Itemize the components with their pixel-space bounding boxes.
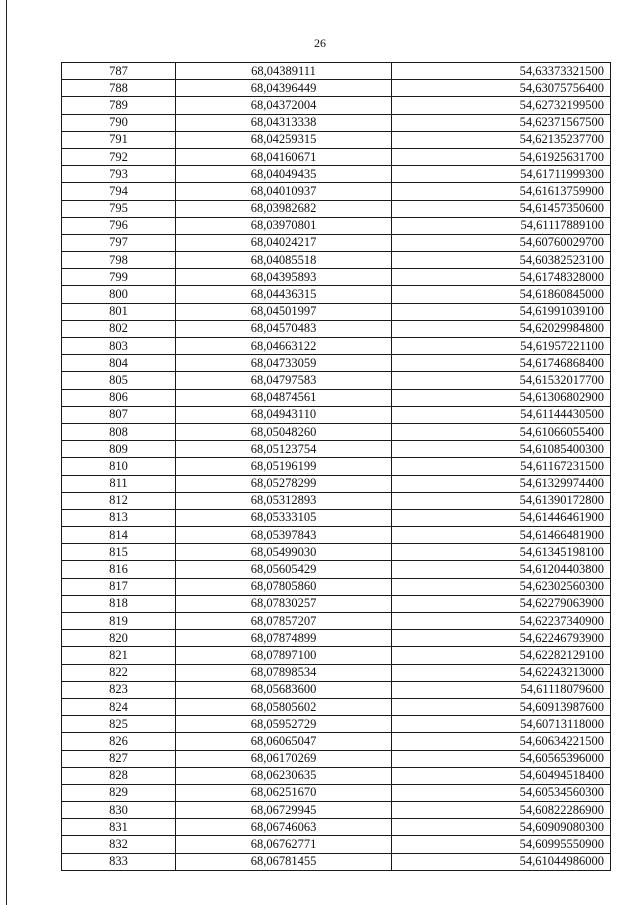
y-coordinate-cell: 54,62371567500 bbox=[392, 114, 611, 131]
table-row bbox=[62, 389, 611, 406]
y-coordinate-cell: 54,61446461900 bbox=[392, 509, 611, 526]
point-number-cell: 789 bbox=[62, 97, 176, 114]
point-number-cell: 819 bbox=[62, 613, 176, 630]
x-coordinate-cell: 68,04396449 bbox=[176, 80, 392, 97]
table-row bbox=[62, 200, 611, 217]
table-row bbox=[62, 320, 611, 337]
y-coordinate-cell: 54,60909080300 bbox=[392, 819, 611, 836]
point-number-cell: 809 bbox=[62, 441, 176, 458]
table-row bbox=[62, 63, 611, 80]
x-coordinate-cell: 68,03982682 bbox=[176, 200, 392, 217]
table-row bbox=[62, 595, 611, 612]
table-row bbox=[62, 698, 611, 715]
x-coordinate-cell: 68,07874899 bbox=[176, 630, 392, 647]
y-coordinate-cell: 54,61991039100 bbox=[392, 303, 611, 320]
table-row bbox=[62, 423, 611, 440]
point-number-cell: 790 bbox=[62, 114, 176, 131]
y-coordinate-cell: 54,61466481900 bbox=[392, 527, 611, 544]
x-coordinate-cell: 68,04436315 bbox=[176, 286, 392, 303]
point-number-cell: 824 bbox=[62, 698, 176, 715]
x-coordinate-cell: 68,04085518 bbox=[176, 252, 392, 269]
point-number-cell: 800 bbox=[62, 286, 176, 303]
point-number-cell: 805 bbox=[62, 372, 176, 389]
y-coordinate-cell: 54,61746868400 bbox=[392, 355, 611, 372]
point-number-cell: 801 bbox=[62, 303, 176, 320]
table-row bbox=[62, 458, 611, 475]
point-number-cell: 820 bbox=[62, 630, 176, 647]
x-coordinate-cell: 68,06065047 bbox=[176, 733, 392, 750]
point-number-cell: 804 bbox=[62, 355, 176, 372]
y-coordinate-cell: 54,62135237700 bbox=[392, 131, 611, 148]
point-number-cell: 787 bbox=[62, 63, 176, 80]
point-number-cell: 830 bbox=[62, 802, 176, 819]
y-coordinate-cell: 54,60713118000 bbox=[392, 716, 611, 733]
table-row bbox=[62, 527, 611, 544]
x-coordinate-cell: 68,03970801 bbox=[176, 217, 392, 234]
y-coordinate-cell: 54,61390172800 bbox=[392, 492, 611, 509]
x-coordinate-cell: 68,04160671 bbox=[176, 148, 392, 165]
coordinates-table bbox=[61, 62, 611, 871]
y-coordinate-cell: 54,60534560300 bbox=[392, 784, 611, 801]
point-number-cell: 802 bbox=[62, 320, 176, 337]
y-coordinate-cell: 54,61613759900 bbox=[392, 183, 611, 200]
y-coordinate-cell: 54,61144430500 bbox=[392, 406, 611, 423]
table-row bbox=[62, 819, 611, 836]
table-row bbox=[62, 80, 611, 97]
y-coordinate-cell: 54,61118079600 bbox=[392, 681, 611, 698]
y-coordinate-cell: 54,60382523100 bbox=[392, 252, 611, 269]
x-coordinate-cell: 68,04501997 bbox=[176, 303, 392, 320]
x-coordinate-cell: 68,04395893 bbox=[176, 269, 392, 286]
table-row bbox=[62, 733, 611, 750]
table-row bbox=[62, 97, 611, 114]
point-number-cell: 825 bbox=[62, 716, 176, 733]
point-number-cell: 818 bbox=[62, 595, 176, 612]
table-row bbox=[62, 372, 611, 389]
point-number-cell: 831 bbox=[62, 819, 176, 836]
table-row bbox=[62, 166, 611, 183]
table-row bbox=[62, 784, 611, 801]
point-number-cell: 799 bbox=[62, 269, 176, 286]
y-coordinate-cell: 54,62279063900 bbox=[392, 595, 611, 612]
table-row bbox=[62, 303, 611, 320]
x-coordinate-cell: 68,05499030 bbox=[176, 544, 392, 561]
y-coordinate-cell: 54,61044986000 bbox=[392, 853, 611, 870]
y-coordinate-cell: 54,61085400300 bbox=[392, 441, 611, 458]
x-coordinate-cell: 68,04733059 bbox=[176, 355, 392, 372]
y-coordinate-cell: 54,61329974400 bbox=[392, 475, 611, 492]
table-row bbox=[62, 630, 611, 647]
x-coordinate-cell: 68,05605429 bbox=[176, 561, 392, 578]
point-number-cell: 829 bbox=[62, 784, 176, 801]
point-number-cell: 816 bbox=[62, 561, 176, 578]
y-coordinate-cell: 54,61345198100 bbox=[392, 544, 611, 561]
y-coordinate-cell: 54,60565396000 bbox=[392, 750, 611, 767]
x-coordinate-cell: 68,07805860 bbox=[176, 578, 392, 595]
y-coordinate-cell: 54,61066055400 bbox=[392, 423, 611, 440]
x-coordinate-cell: 68,06746063 bbox=[176, 819, 392, 836]
x-coordinate-cell: 68,04313338 bbox=[176, 114, 392, 131]
x-coordinate-cell: 68,04259315 bbox=[176, 131, 392, 148]
y-coordinate-cell: 54,62029984800 bbox=[392, 320, 611, 337]
x-coordinate-cell: 68,05196199 bbox=[176, 458, 392, 475]
point-number-cell: 806 bbox=[62, 389, 176, 406]
table-row bbox=[62, 716, 611, 733]
y-coordinate-cell: 54,60995550900 bbox=[392, 836, 611, 853]
y-coordinate-cell: 54,62237340900 bbox=[392, 613, 611, 630]
y-coordinate-cell: 54,62243213000 bbox=[392, 664, 611, 681]
point-number-cell: 792 bbox=[62, 148, 176, 165]
y-coordinate-cell: 54,61711999300 bbox=[392, 166, 611, 183]
point-number-cell: 814 bbox=[62, 527, 176, 544]
table-row bbox=[62, 853, 611, 870]
point-number-cell: 813 bbox=[62, 509, 176, 526]
y-coordinate-cell: 54,60760029700 bbox=[392, 234, 611, 251]
y-coordinate-cell: 54,61457350600 bbox=[392, 200, 611, 217]
table-row bbox=[62, 561, 611, 578]
table-row bbox=[62, 441, 611, 458]
x-coordinate-cell: 68,04570483 bbox=[176, 320, 392, 337]
point-number-cell: 812 bbox=[62, 492, 176, 509]
x-coordinate-cell: 68,05805602 bbox=[176, 698, 392, 715]
table-row bbox=[62, 509, 611, 526]
y-coordinate-cell: 54,63075756400 bbox=[392, 80, 611, 97]
point-number-cell: 827 bbox=[62, 750, 176, 767]
point-number-cell: 797 bbox=[62, 234, 176, 251]
point-number-cell: 794 bbox=[62, 183, 176, 200]
point-number-cell: 798 bbox=[62, 252, 176, 269]
point-number-cell: 821 bbox=[62, 647, 176, 664]
scan-edge-line bbox=[6, 0, 7, 905]
point-number-cell: 807 bbox=[62, 406, 176, 423]
table-row bbox=[62, 114, 611, 131]
y-coordinate-cell: 54,61748328000 bbox=[392, 269, 611, 286]
y-coordinate-cell: 54,61204403800 bbox=[392, 561, 611, 578]
x-coordinate-cell: 68,06781455 bbox=[176, 853, 392, 870]
x-coordinate-cell: 68,04024217 bbox=[176, 234, 392, 251]
point-number-cell: 826 bbox=[62, 733, 176, 750]
table-row bbox=[62, 234, 611, 251]
x-coordinate-cell: 68,04874561 bbox=[176, 389, 392, 406]
table-row bbox=[62, 286, 611, 303]
table-row bbox=[62, 269, 611, 286]
y-coordinate-cell: 54,61306802900 bbox=[392, 389, 611, 406]
table-row bbox=[62, 664, 611, 681]
point-number-cell: 796 bbox=[62, 217, 176, 234]
y-coordinate-cell: 54,62302560300 bbox=[392, 578, 611, 595]
x-coordinate-cell: 68,05397843 bbox=[176, 527, 392, 544]
point-number-cell: 828 bbox=[62, 767, 176, 784]
table-row bbox=[62, 767, 611, 784]
table-row bbox=[62, 544, 611, 561]
point-number-cell: 817 bbox=[62, 578, 176, 595]
table-row bbox=[62, 647, 611, 664]
table-row bbox=[62, 338, 611, 355]
x-coordinate-cell: 68,04010937 bbox=[176, 183, 392, 200]
y-coordinate-cell: 54,60913987600 bbox=[392, 698, 611, 715]
table-row bbox=[62, 750, 611, 767]
table-row bbox=[62, 217, 611, 234]
x-coordinate-cell: 68,04389111 bbox=[176, 63, 392, 80]
point-number-cell: 833 bbox=[62, 853, 176, 870]
table-row bbox=[62, 836, 611, 853]
y-coordinate-cell: 54,62732199500 bbox=[392, 97, 611, 114]
x-coordinate-cell: 68,07830257 bbox=[176, 595, 392, 612]
x-coordinate-cell: 68,05952729 bbox=[176, 716, 392, 733]
y-coordinate-cell: 54,61532017700 bbox=[392, 372, 611, 389]
table-row bbox=[62, 492, 611, 509]
x-coordinate-cell: 68,05312893 bbox=[176, 492, 392, 509]
table-row bbox=[62, 148, 611, 165]
table-row bbox=[62, 131, 611, 148]
x-coordinate-cell: 68,04372004 bbox=[176, 97, 392, 114]
point-number-cell: 793 bbox=[62, 166, 176, 183]
x-coordinate-cell: 68,06170269 bbox=[176, 750, 392, 767]
y-coordinate-cell: 54,60494518400 bbox=[392, 767, 611, 784]
x-coordinate-cell: 68,06230635 bbox=[176, 767, 392, 784]
point-number-cell: 788 bbox=[62, 80, 176, 97]
x-coordinate-cell: 68,05333105 bbox=[176, 509, 392, 526]
table-row bbox=[62, 578, 611, 595]
table-row bbox=[62, 183, 611, 200]
table-row bbox=[62, 252, 611, 269]
point-number-cell: 803 bbox=[62, 338, 176, 355]
point-number-cell: 791 bbox=[62, 131, 176, 148]
point-number-cell: 822 bbox=[62, 664, 176, 681]
y-coordinate-cell: 54,62246793900 bbox=[392, 630, 611, 647]
x-coordinate-cell: 68,05278299 bbox=[176, 475, 392, 492]
x-coordinate-cell: 68,04943110 bbox=[176, 406, 392, 423]
x-coordinate-cell: 68,04797583 bbox=[176, 372, 392, 389]
point-number-cell: 832 bbox=[62, 836, 176, 853]
y-coordinate-cell: 54,61957221100 bbox=[392, 338, 611, 355]
y-coordinate-cell: 54,61925631700 bbox=[392, 148, 611, 165]
x-coordinate-cell: 68,06251670 bbox=[176, 784, 392, 801]
table-row bbox=[62, 355, 611, 372]
y-coordinate-cell: 54,63373321500 bbox=[392, 63, 611, 80]
table-row bbox=[62, 613, 611, 630]
x-coordinate-cell: 68,07898534 bbox=[176, 664, 392, 681]
table-row bbox=[62, 802, 611, 819]
x-coordinate-cell: 68,05123754 bbox=[176, 441, 392, 458]
y-coordinate-cell: 54,61117889100 bbox=[392, 217, 611, 234]
x-coordinate-cell: 68,04663122 bbox=[176, 338, 392, 355]
point-number-cell: 808 bbox=[62, 423, 176, 440]
page-number: 26 bbox=[314, 36, 326, 50]
point-number-cell: 823 bbox=[62, 681, 176, 698]
x-coordinate-cell: 68,05683600 bbox=[176, 681, 392, 698]
coordinates-table-body bbox=[62, 63, 611, 871]
point-number-cell: 811 bbox=[62, 475, 176, 492]
x-coordinate-cell: 68,07857207 bbox=[176, 613, 392, 630]
x-coordinate-cell: 68,04049435 bbox=[176, 166, 392, 183]
y-coordinate-cell: 54,62282129100 bbox=[392, 647, 611, 664]
y-coordinate-cell: 54,60634221500 bbox=[392, 733, 611, 750]
x-coordinate-cell: 68,06729945 bbox=[176, 802, 392, 819]
table-row bbox=[62, 475, 611, 492]
table-row bbox=[62, 681, 611, 698]
table-row bbox=[62, 406, 611, 423]
y-coordinate-cell: 54,60822286900 bbox=[392, 802, 611, 819]
point-number-cell: 810 bbox=[62, 458, 176, 475]
x-coordinate-cell: 68,06762771 bbox=[176, 836, 392, 853]
x-coordinate-cell: 68,07897100 bbox=[176, 647, 392, 664]
point-number-cell: 795 bbox=[62, 200, 176, 217]
y-coordinate-cell: 54,61167231500 bbox=[392, 458, 611, 475]
point-number-cell: 815 bbox=[62, 544, 176, 561]
y-coordinate-cell: 54,61860845000 bbox=[392, 286, 611, 303]
x-coordinate-cell: 68,05048260 bbox=[176, 423, 392, 440]
